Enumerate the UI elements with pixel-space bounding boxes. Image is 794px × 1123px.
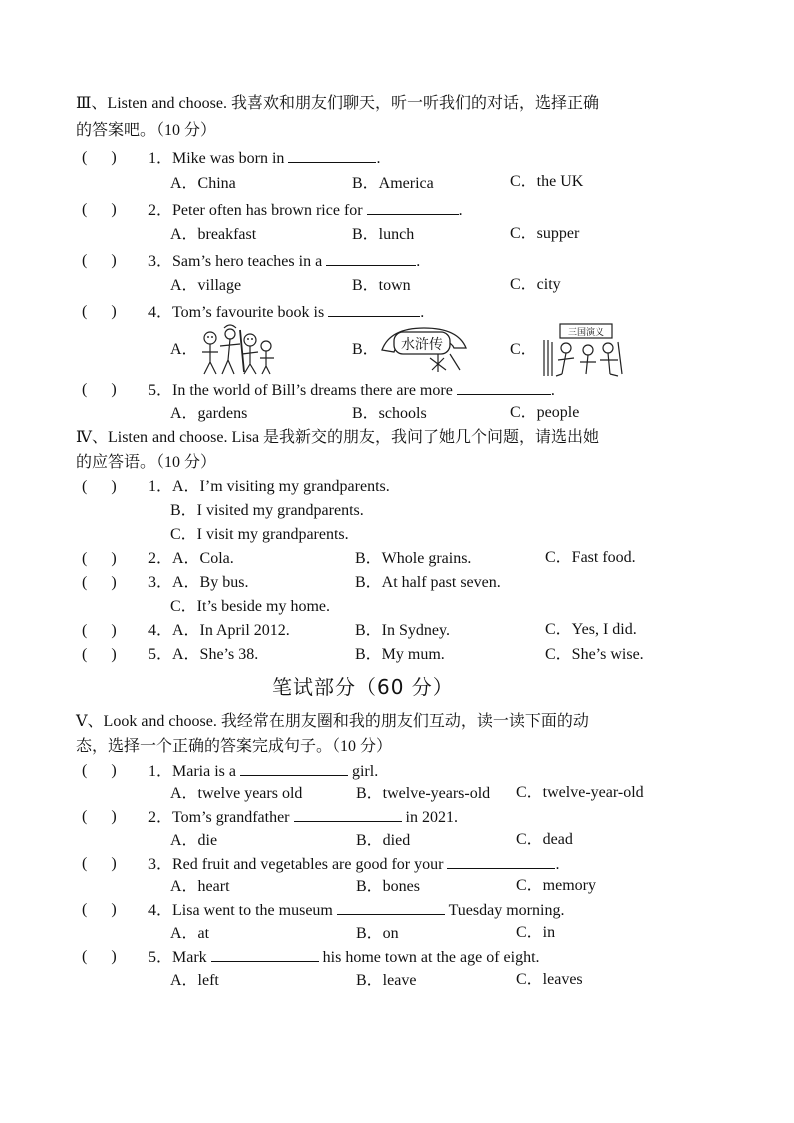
question-3-4 — [148, 302, 424, 323]
option-b: B．bones — [356, 878, 421, 895]
question-3-3 — [148, 251, 420, 272]
option-c: C．twelve-year-old — [516, 784, 644, 801]
option-c: C．Fast food. — [545, 549, 636, 566]
option-b: B．leave — [356, 972, 417, 989]
option-b: B．At half past seven. — [355, 574, 501, 591]
water-margin-picture-icon[interactable] — [380, 324, 468, 374]
option-b: B．town — [352, 277, 411, 294]
answer-bracket[interactable]: ( ) — [82, 808, 117, 825]
option-b: B．In Sydney. — [355, 622, 450, 639]
option-c: C．She’s wise. — [545, 646, 644, 663]
option-a: A．heart — [170, 878, 230, 895]
question-text: 1．Mike was born in — [148, 150, 285, 167]
option-c: C．I visit my grandparents. — [170, 526, 349, 543]
question-3-5 — [148, 380, 555, 401]
three-kingdoms-title: 三国演义 — [567, 328, 605, 338]
option-b: B．lunch — [352, 226, 415, 243]
answer-blank[interactable] — [326, 251, 416, 266]
option-c: C． — [510, 341, 537, 358]
question-text: 2．Peter often has brown rice for — [148, 202, 363, 219]
option-a: A．breakfast — [170, 226, 257, 243]
question-text-end: . — [550, 382, 555, 399]
question-text: 5．In the world of Bill’s dreams there are more — [148, 382, 453, 399]
three-kingdoms-picture-icon[interactable] — [540, 322, 624, 378]
question-text-end: . — [416, 253, 421, 270]
option-c: C．dead — [516, 831, 573, 848]
section4-heading-line2: 的应答语。（10 分） — [76, 454, 217, 471]
question-text-end: his home town at the age of eight. — [322, 949, 540, 966]
option-a: A．village — [170, 277, 242, 294]
answer-bracket[interactable]: ( ) — [82, 478, 117, 495]
option-b: B．I visited my grandparents. — [170, 502, 364, 519]
answer-blank[interactable] — [447, 854, 555, 869]
answer-blank[interactable] — [367, 200, 459, 215]
answer-blank[interactable] — [294, 807, 402, 822]
question-text-end: . — [376, 150, 381, 167]
option-b: B．twelve-years-old — [356, 785, 491, 802]
option-c: C．Yes, I did. — [545, 621, 637, 638]
answer-bracket[interactable]: ( ) — [82, 574, 117, 591]
question-text-end: girl. — [351, 763, 379, 780]
answer-blank[interactable] — [457, 380, 551, 395]
option-a: A．at — [170, 925, 210, 942]
answer-blank[interactable] — [328, 302, 420, 317]
answer-bracket[interactable]: ( ) — [82, 948, 117, 965]
option-c: C．the UK — [510, 173, 584, 190]
option-c: C．in — [516, 924, 556, 941]
answer-bracket[interactable]: ( ) — [82, 901, 117, 918]
option-a: A． — [170, 341, 198, 358]
option-a: A．China — [170, 175, 236, 192]
answer-bracket[interactable]: ( ) — [82, 855, 117, 872]
option-b: B．on — [356, 925, 399, 942]
question-3-1 — [148, 148, 380, 169]
section3-heading-line1: Ⅲ、Listen and choose. 我喜欢和朋友们聊天，听一听我们的对话，选择正确 — [76, 95, 599, 112]
answer-bracket[interactable]: ( ) — [82, 381, 117, 398]
option-b: B．America — [352, 175, 434, 192]
answer-blank[interactable] — [337, 900, 445, 915]
answer-bracket[interactable]: ( ) — [82, 550, 117, 567]
option-b: B． — [352, 341, 379, 358]
water-margin-title: 水浒传 — [401, 337, 443, 353]
question-text: 5．Mark — [148, 949, 207, 966]
answer-bracket[interactable]: ( ) — [82, 303, 117, 320]
option-a: 3．A．By bus. — [148, 574, 249, 591]
answer-bracket[interactable]: ( ) — [82, 646, 117, 663]
answer-bracket[interactable]: ( ) — [82, 762, 117, 779]
section5-heading-line1: Ⅴ、Look and choose. 我经常在朋友圈和我的朋友们互动，读一读下面的动 — [76, 713, 589, 730]
question-text-end: . — [420, 304, 425, 321]
answer-bracket[interactable]: ( ) — [82, 149, 117, 166]
option-a: A．twelve years old — [170, 785, 303, 802]
question-text: 2．Tom’s grandfather — [148, 809, 290, 826]
question-5-1 — [148, 761, 378, 782]
section3-heading-line2: 的答案吧。（10 分） — [76, 122, 217, 139]
question-text-end: in 2021. — [405, 809, 458, 826]
section5-heading-line2: 态，选择一个正确的答案完成句子。（10 分） — [76, 738, 393, 755]
option-b: B．died — [356, 832, 411, 849]
question-text-end: . — [458, 202, 463, 219]
option-c: C．city — [510, 276, 561, 293]
answer-bracket[interactable]: ( ) — [82, 201, 117, 218]
question-text: 3．Sam’s hero teaches in a — [148, 253, 323, 270]
answer-blank[interactable] — [240, 761, 348, 776]
question-text: 4．Tom’s favourite book is — [148, 304, 325, 321]
written-part-title: 笔试部分（60 分） — [272, 675, 454, 699]
question-5-4 — [148, 900, 564, 921]
question-5-3 — [148, 854, 559, 875]
option-b: B．My mum. — [355, 646, 445, 663]
question-text: 3．Red fruit and vegetables are good for your — [148, 856, 444, 873]
answer-blank[interactable] — [288, 148, 376, 163]
question-5-5 — [148, 947, 540, 968]
option-a: A．gardens — [170, 405, 248, 422]
question-text: 4．Lisa went to the museum — [148, 902, 333, 919]
option-a: 5．A．She’s 38. — [148, 646, 259, 663]
option-a: A．die — [170, 832, 218, 849]
option-c: C．people — [510, 404, 580, 421]
option-a: 2．A．Cola. — [148, 550, 234, 567]
option-a: 1．A．I’m visiting my grandparents. — [148, 478, 390, 495]
option-c: C．It’s beside my home. — [170, 598, 330, 615]
question-text-end: Tuesday morning. — [448, 902, 565, 919]
journey-west-picture-icon[interactable] — [196, 324, 276, 376]
answer-bracket[interactable]: ( ) — [82, 622, 117, 639]
question-3-2 — [148, 200, 463, 221]
option-c: C．leaves — [516, 971, 583, 988]
option-c: C．supper — [510, 225, 580, 242]
answer-blank[interactable] — [211, 947, 319, 962]
option-a: A．left — [170, 972, 219, 989]
question-text: 1．Maria is a — [148, 763, 236, 780]
answer-bracket[interactable]: ( ) — [82, 252, 117, 269]
option-a: 4．A．In April 2012. — [148, 622, 290, 639]
section4-heading-line1: Ⅳ、Listen and choose. Lisa 是我新交的朋友，我问了她几个问题，请选出她 — [76, 429, 600, 446]
option-b: B．Whole grains. — [355, 550, 472, 567]
option-c: C．memory — [516, 877, 596, 894]
question-text-end: . — [555, 856, 560, 873]
question-5-2 — [148, 807, 458, 828]
option-b: B．schools — [352, 405, 427, 422]
